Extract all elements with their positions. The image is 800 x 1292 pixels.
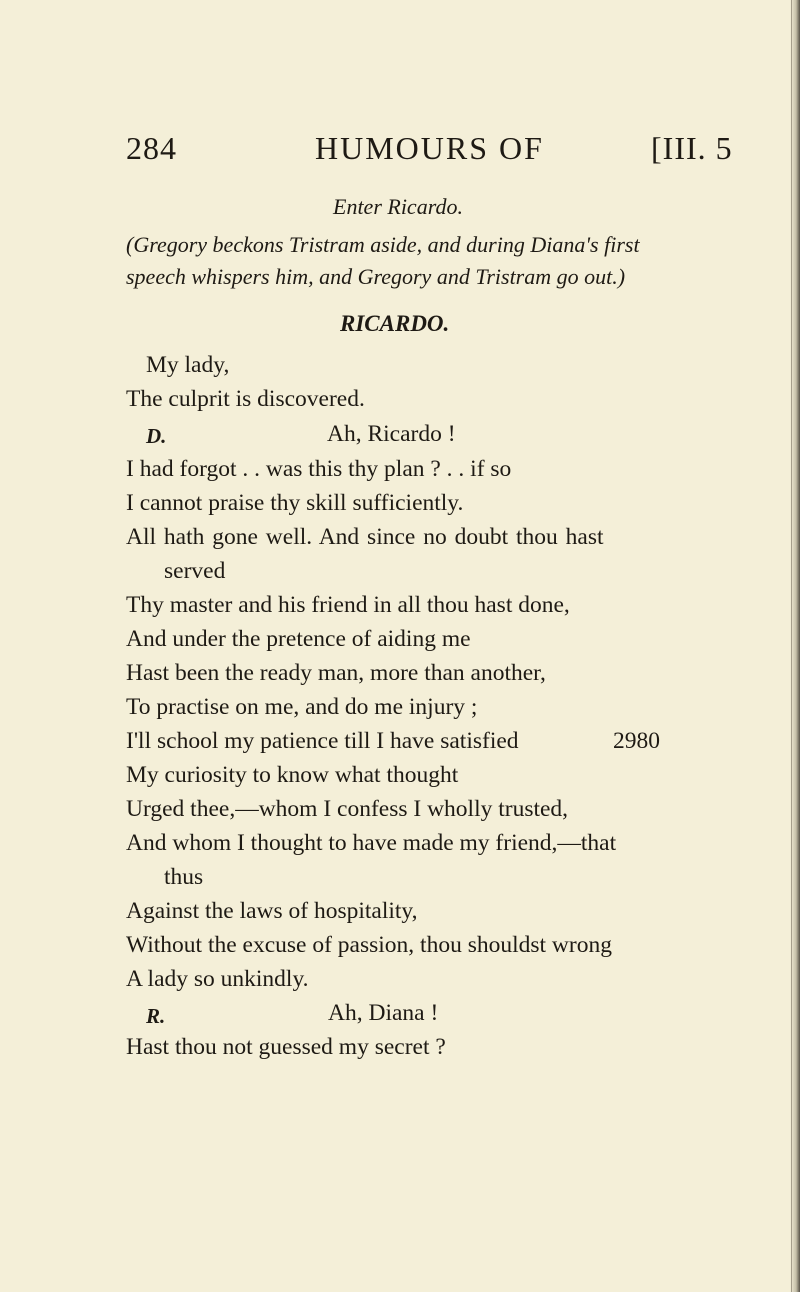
verse-line: The culprit is discovered. xyxy=(126,386,365,412)
verse-line: And whom I thought to have made my friend,—that xyxy=(126,830,617,856)
page-edge-line xyxy=(791,0,792,1292)
verse-line: Thy master and his friend in all thou hast done, xyxy=(126,592,570,618)
verse-line: Urged thee,—whom I confess I wholly trusted, xyxy=(126,796,569,822)
line-number: 2980 xyxy=(613,728,660,754)
verse-line: Hast thou not guessed my secret ? xyxy=(126,1034,446,1060)
verse-line-continuation: served xyxy=(164,558,226,584)
verse-line: Without the excuse of passion, thou shouldst wrong xyxy=(126,932,612,958)
verse-line: And under the pretence of aiding me xyxy=(126,626,471,652)
verse-line: I'll school my patience till I have satisfied xyxy=(126,728,519,754)
verse-line-continuation: thus xyxy=(164,864,204,890)
entrance-direction: Enter Ricardo. xyxy=(333,194,463,219)
verse-line: Ah, Diana ! xyxy=(328,1000,439,1026)
running-title: HUMOURS OF xyxy=(315,130,544,166)
verse-line: I cannot praise thy skill sufficiently. xyxy=(126,490,464,516)
speaker-heading: RICARDO. xyxy=(340,311,450,336)
verse-line: Ah, Ricardo ! xyxy=(327,421,456,447)
speaker-cue: R. xyxy=(146,1004,166,1028)
page-number: 284 xyxy=(126,130,177,166)
verse-line: A lady so unkindly. xyxy=(126,966,309,992)
action-direction-line-1: (Gregory beckons Tristram aside, and during Diana's first xyxy=(126,232,640,257)
verse-line: My curiosity to know what thought xyxy=(126,762,459,788)
verse-line: I had forgot . . was this thy plan ? . . if so xyxy=(126,456,512,482)
verse-line: To practise on me, and do me injury ; xyxy=(126,694,478,720)
action-direction-line-2: speech whispers him, and Gregory and Tristram go out.) xyxy=(126,264,626,289)
verse-line: Against the laws of hospitality, xyxy=(126,898,418,924)
verse-line: My lady, xyxy=(146,352,230,378)
verse-line: Hast been the ready man, more than another, xyxy=(126,660,546,686)
act-scene-marker: [III. 5 xyxy=(651,130,733,166)
speaker-cue: D. xyxy=(146,424,167,448)
verse-line: All hath gone well. And since no doubt thou hast xyxy=(126,524,604,550)
